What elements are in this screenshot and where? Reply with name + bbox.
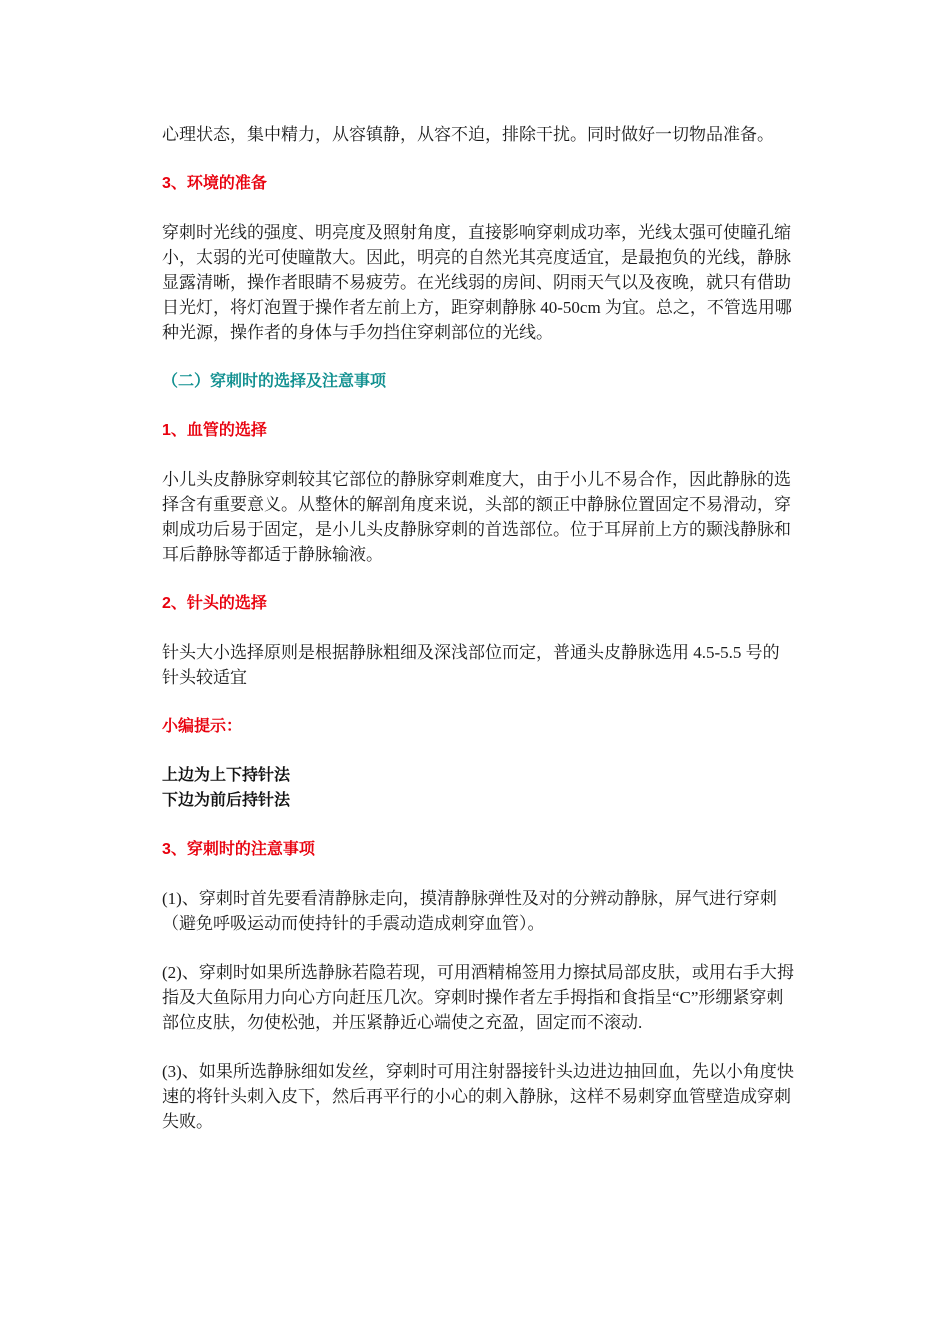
- note-item-2: (2)、穿刺时如果所选静脉若隐若现，可用酒精棉签用力擦拭局部皮肤，或用右手大拇指及大鱼际用力向心方向赶压几次。穿刺时操作者左手拇指和食指呈“C”形绷紧穿刺部位皮肤，勿使松弛，并压紧静近心端使之充盈，固定而不滚动.: [162, 963, 794, 1032]
- environment-paragraph: 穿刺时光线的强度、明亮度及照射角度，直接影响穿刺成功率，光线太强可使瞳孔缩小，太弱的光可使瞳散大。因此，明亮的自然光其亮度适宜，是最抱负的光线，静脉显露清晰，操作者眼睛不易疲劳。在光线弱的房间、阴雨天气以及夜晚，就只有借助日光灯，将灯泡置于操作者左前上方，距穿刺静脉 40-50cm 为宜。总之，不管选用哪种光源，操作者的身体与手勿挡住穿刺部位的光线。: [162, 223, 792, 342]
- heading-puncture-notes: 3、穿刺时的注意事项: [162, 841, 315, 858]
- note-item-3: (3)、如果所选静脉细如发丝，穿刺时可用注射器接针头边进边抽回血，先以小角度快速的将针头刺入皮下，然后再平行的小心的刺入静脉，这样不易刺穿血管壁造成穿刺失败。: [162, 1062, 794, 1131]
- needle-paragraph: 针头大小选择原则是根据静脉粗细及深浅部位而定，普通头皮静脉选用 4.5-5.5 号的针头较适宜: [162, 643, 780, 687]
- tip-line-2: 下边为前后持针法: [162, 792, 291, 809]
- intro-paragraph: 心理状态，集中精力，从容镇静，从容不迫，排除干扰。同时做好一切物品准备。: [162, 125, 774, 144]
- document-body: [162, 122, 794, 1134]
- heading-section-two: （二）穿刺时的选择及注意事项: [162, 373, 387, 390]
- vessel-paragraph: 小儿头皮静脉穿刺较其它部位的静脉穿刺难度大，由于小儿不易合作，因此静脉的选择含有重要意义。从整休的解剖角度来说，头部的额正中静脉位置固定不易滑动，穿刺成功后易于固定，是小儿头皮静脉穿刺的首选部位。位于耳屏前上方的颞浅静脉和耳后静脉等都适于静脉输液。: [162, 470, 791, 564]
- heading-environment: 3、环境的准备: [162, 175, 267, 192]
- heading-needle-selection: 2、针头的选择: [162, 595, 267, 612]
- note-item-1: (1)、穿刺时首先要看清静脉走向，摸清静脉弹性及对的分辨动静脉，屏气进行穿刺（避免呼吸运动而使持针的手震动造成刺穿血管）。: [162, 889, 777, 933]
- heading-tip: 小编提示：: [162, 718, 243, 735]
- tip-line-1: 上边为上下持针法: [162, 767, 291, 784]
- heading-vessel-selection: 1、血管的选择: [162, 422, 267, 439]
